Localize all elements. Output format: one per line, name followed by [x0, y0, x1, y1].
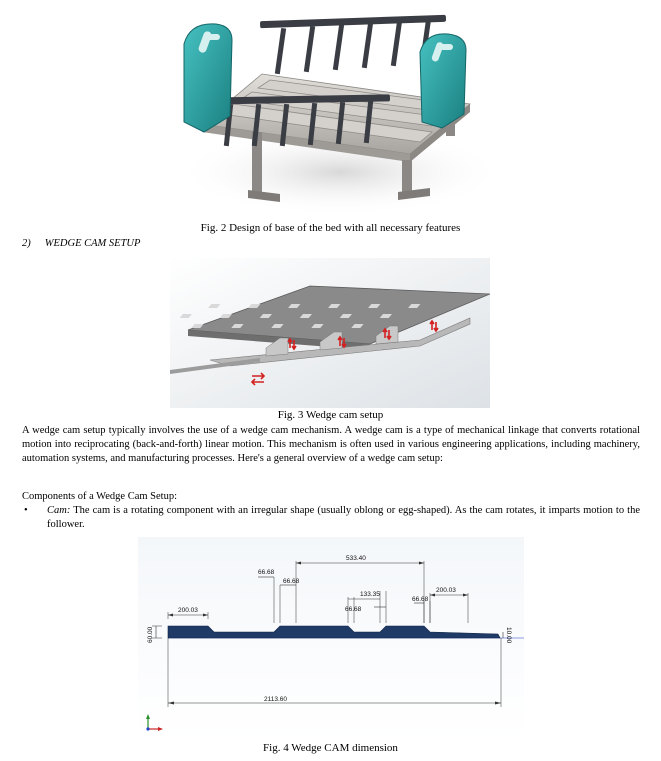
list-item-text	[47, 504, 640, 532]
section-number: 2)	[22, 238, 31, 249]
body-paragraph: A wedge cam setup typically involves the use of a wedge cam mechanism. A wedge cam is a type of mechanical linkage that converts rotational motion into reciprocating (back-and-forth) linear motion. This mechanism is often used in various engineering applications, including machinery, automation systems, and manufacturing processes. Here's a general overview of a wedge cam setup:	[22, 425, 640, 464]
wedge-cam-dimension-drawing	[138, 537, 524, 739]
bed-base-render	[170, 4, 500, 216]
dimension-label: 66.68	[283, 578, 300, 585]
section-title: WEDGE CAM SETUP	[44, 238, 141, 249]
dimension-label: 66.68	[412, 596, 429, 603]
figure-caption: Fig. 3 Wedge cam setup	[277, 409, 384, 421]
dimension-label: 2113.60	[264, 696, 288, 703]
dimension-label: 66.68	[345, 606, 362, 613]
components-heading: Components of a Wedge Cam Setup:	[22, 491, 177, 502]
figure-caption: Fig. 4 Wedge CAM dimension	[263, 742, 398, 754]
dimension-label: 10.00	[505, 627, 512, 644]
wedge-cam-setup-render	[170, 258, 490, 408]
list-item-term: Cam:	[47, 505, 71, 516]
figure-caption: Fig. 2 Design of base of the bed with all necessary features	[200, 222, 461, 234]
list-item	[22, 504, 640, 532]
bullet-symbol: •	[24, 505, 28, 516]
section-heading	[22, 238, 140, 249]
dimension-label: 533.40	[346, 555, 366, 562]
list-item-description: The cam is a rotating component with an irregular shape (usually oblong or egg-shaped). As the cam rotates, it imparts motion to the follower.	[47, 505, 640, 530]
dimension-label: 66.68	[258, 569, 275, 576]
dimension-label: 200.03	[436, 587, 456, 594]
dimension-label: 60.00	[147, 626, 154, 643]
dimension-label: 200.03	[178, 607, 198, 614]
dimension-label: 133.35	[360, 591, 380, 598]
